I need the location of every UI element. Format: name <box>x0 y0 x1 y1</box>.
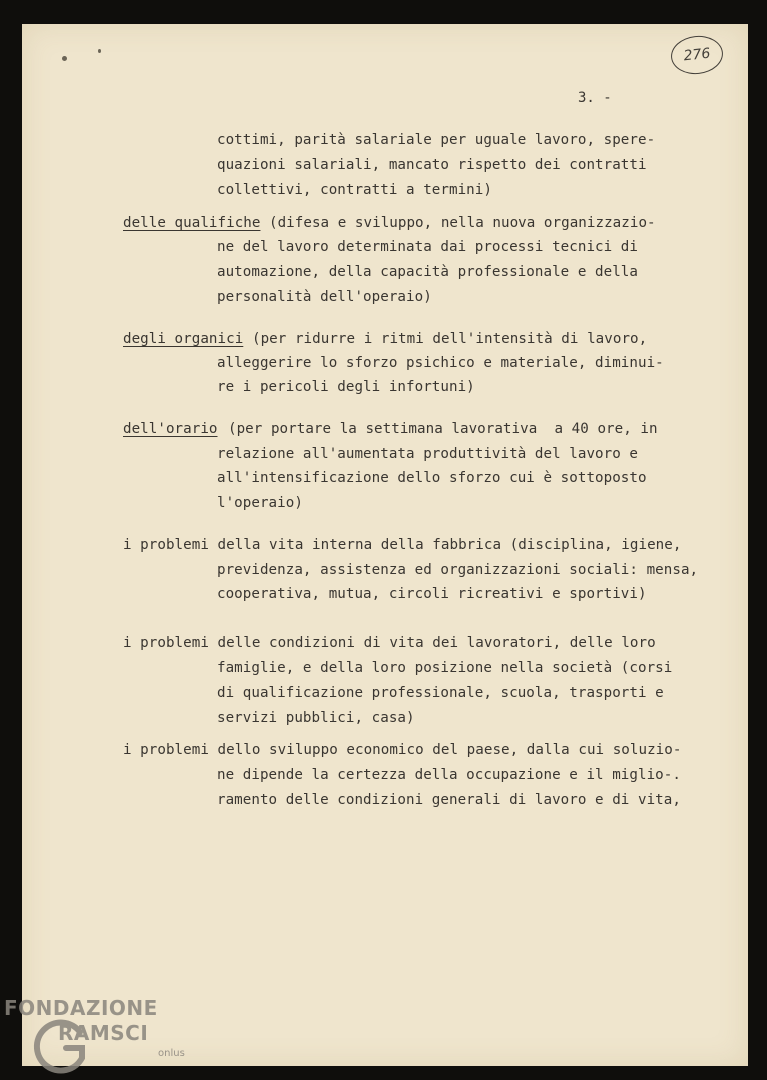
text-line: personalità dell'operaio) <box>217 289 432 305</box>
text-line: alleggerire lo sforzo psichico e materiale, diminui- <box>217 355 664 371</box>
text-line: quazioni salariali, mancato rispetto dei contratti <box>217 157 647 173</box>
text-line: famiglie, e della loro posizione nella società (corsi <box>217 660 673 676</box>
watermark-line3: onlus <box>158 1048 185 1059</box>
watermark-line1: FONDAZIONE <box>4 996 158 1020</box>
text-line: l'operaio) <box>217 495 303 511</box>
text-line: servizi pubblici, casa) <box>217 710 415 726</box>
text-line: i problemi dello sviluppo economico del paese, dalla cui soluzio- <box>123 742 682 758</box>
text-line: previdenza, assistenza ed organizzazioni sociali: mensa, <box>217 562 699 578</box>
text-line: automazione, della capacità professionale e della <box>217 264 638 280</box>
text-line: (per ridurre i ritmi dell'intensità di lavoro, <box>252 331 648 347</box>
text-line: ramento delle condizioni generali di lavoro e di vita, <box>217 792 681 808</box>
paper-speck <box>62 56 67 61</box>
text-line: collettivi, contratti a termini) <box>217 182 492 198</box>
text-line: ne dipende la certezza della occupazione e il miglio-. <box>217 767 681 783</box>
text-line: cottimi, parità salariale per uguale lavoro, spere- <box>217 132 656 148</box>
text-line: ne del lavoro determinata dai processi tecnici di <box>217 239 638 255</box>
heading-orario: dell'orario <box>123 421 218 437</box>
watermark-logo <box>4 996 194 1076</box>
text-line: cooperativa, mutua, circoli ricreativi e sportivi) <box>217 586 647 602</box>
text-line: (difesa e sviluppo, nella nuova organizzazio- <box>269 215 656 231</box>
text-line: i problemi della vita interna della fabbrica (disciplina, igiene, <box>123 537 682 553</box>
text-line: (per portare la settimana lavorativa a 40 ore, in <box>228 421 658 437</box>
text-line: di qualificazione professionale, scuola, trasporti e <box>217 685 664 701</box>
heading-qualifiche: delle qualifiche <box>123 215 261 231</box>
text-line: all'intensificazione dello sforzo cui è sottoposto <box>217 470 647 486</box>
stamp-number: 276 <box>682 45 712 65</box>
text-line: relazione all'aumentata produttività del lavoro e <box>217 446 638 462</box>
text-line: i problemi delle condizioni di vita dei lavoratori, delle loro <box>123 635 656 651</box>
paper-speck <box>98 49 101 53</box>
page-number: 3. - <box>578 90 612 106</box>
text-line: re i pericoli degli infortuni) <box>217 379 475 395</box>
heading-organici: degli organici <box>123 331 244 347</box>
watermark-line2: RAMSCI <box>58 1021 149 1045</box>
